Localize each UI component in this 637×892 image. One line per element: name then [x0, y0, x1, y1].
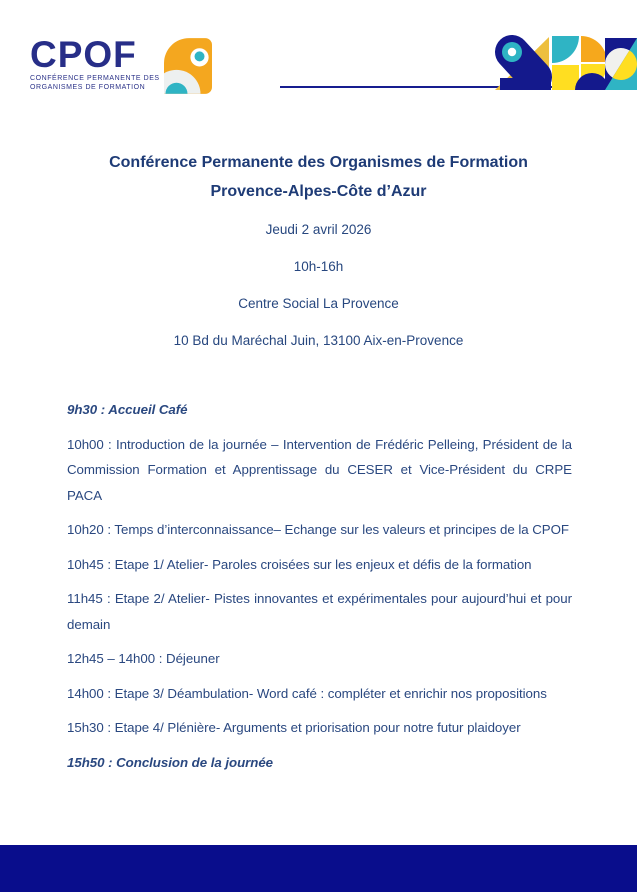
event-date: Jeudi 2 avril 2026	[265, 222, 372, 237]
schedule-item: 10h45 : Etape 1/ Atelier- Paroles croisées sur les enjeux et défis de la formation	[67, 556, 532, 572]
page-title-line2: Provence-Alpes-Côte d’Azur	[210, 183, 427, 200]
schedule-item: 15h30 : Etape 4/ Plénière- Arguments et priorisation pour notre futur plaidoyer	[67, 720, 521, 735]
event-address: 10 Bd du Maréchal Juin, 13100 Aix-en-Provence	[173, 333, 464, 348]
schedule-item: 11h45 : Etape 2/ Atelier- Pistes innovantes et expérimentales pour aujourd’hui et pour demain	[67, 591, 572, 632]
schedule-list	[67, 397, 572, 775]
event-info	[0, 222, 637, 349]
event-hours: 10h-16h	[293, 259, 344, 274]
schedule-item: 14h00 : Etape 3/ Déambulation- Word café : compléter et enrichir nos propositions	[67, 685, 547, 701]
schedule-item: 10h00 : Introduction de la journée – Intervention de Frédéric Pelleing, Président de la Commission Formation et Apprentissage du CESER et Vice-Président du CRPE PACA	[67, 436, 572, 503]
cpof-logo-tagline-line1: CONFÉRENCE PERMANENTE DES	[30, 75, 160, 82]
schedule-item: 12h45 – 14h00 : Déjeuner	[67, 651, 220, 666]
schedule-item: 15h50 : Conclusion de la journée	[67, 754, 274, 770]
page-title	[0, 148, 637, 206]
schedule-item: 10h20 : Temps d’interconnaissance– Echange sur les valeurs et principes de la CPOF	[67, 522, 569, 537]
footer-band	[0, 845, 637, 892]
page-title-line1: Conférence Permanente des Organismes de Formation	[109, 154, 528, 171]
cpof-logo-acronym: CPOF	[30, 34, 137, 75]
schedule-item: 9h30 : Accueil Café	[67, 402, 188, 417]
cpof-logo-tagline-line2: ORGANISMES DE FORMATION	[30, 83, 146, 91]
event-venue: Centre Social La Provence	[238, 296, 399, 311]
